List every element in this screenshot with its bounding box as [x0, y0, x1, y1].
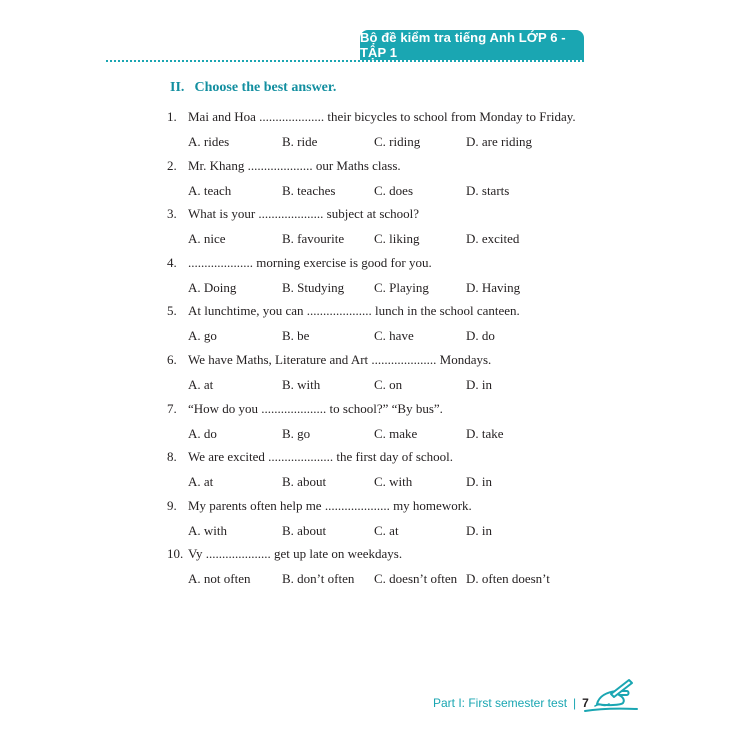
header-dotted-rule: [106, 60, 584, 62]
answer-option: B. teaches: [282, 182, 336, 198]
page-number: 7: [582, 696, 589, 710]
question-text: Mai and Hoa .................... their bicycles to school from Monday to Friday.: [188, 109, 576, 124]
answer-option: A. Doing: [188, 279, 237, 295]
question-text: What is your .................... subject at school?: [188, 206, 420, 222]
question-line: [167, 155, 577, 179]
answer-option: A. rides: [188, 134, 230, 149]
footer-separator: |: [573, 696, 577, 710]
footer: [433, 694, 589, 712]
answer-option: B. Studying: [282, 279, 345, 295]
answer-option: D. in: [466, 474, 492, 490]
answer-option: C. Playing: [374, 279, 429, 295]
answer-options: [167, 324, 577, 348]
answer-option: B. ride: [282, 134, 318, 149]
question-number: 5.: [167, 303, 177, 319]
question-item: [167, 495, 577, 544]
section-number: II.: [170, 80, 185, 95]
question-item: [167, 203, 577, 252]
answer-option: B. with: [282, 376, 321, 392]
question-text: At lunchtime, you can .................... lunch in the school canteen.: [188, 303, 520, 319]
question-text: “How do you .................... to school?” “By bus”.: [188, 400, 443, 416]
answer-options: [167, 276, 577, 300]
section-heading: Choose the best answer.: [194, 80, 337, 95]
answer-option: B. don’t often: [282, 571, 355, 587]
answer-option: A. not often: [188, 571, 251, 587]
answer-options: [167, 130, 577, 154]
answer-option: D. do: [466, 328, 495, 344]
answer-option: A. at: [188, 376, 214, 392]
answer-option: A. do: [188, 425, 217, 441]
answer-option: A. at: [188, 474, 214, 490]
question-item: [167, 446, 577, 495]
answer-option: C. have: [374, 328, 414, 344]
question-number: 2.: [167, 157, 177, 173]
answer-options: [167, 567, 577, 591]
answer-option: A. with: [188, 522, 227, 538]
question-line: [167, 203, 577, 227]
question-line: [167, 446, 577, 470]
question-item: [167, 155, 577, 204]
question-line: [167, 543, 577, 567]
answer-option: B. about: [282, 522, 327, 538]
question-text: Mr. Khang .................... our Maths class.: [188, 157, 401, 173]
header-title: Bộ đề kiểm tra tiếng Anh LỚP 6 - TẬP 1: [360, 30, 566, 60]
answer-option: D. in: [466, 522, 492, 538]
answer-option: D. often doesn’t: [466, 571, 550, 587]
answer-option: C. with: [374, 474, 413, 490]
answer-options: [167, 519, 577, 543]
answer-option: B. about: [282, 474, 327, 490]
question-line: [167, 349, 577, 373]
answer-option: B. be: [282, 328, 310, 344]
question-line: [167, 300, 577, 324]
question-number: 7.: [167, 400, 177, 416]
answer-option: D. excited: [466, 231, 520, 247]
answer-option: D. starts: [466, 182, 510, 198]
question-number: 3.: [167, 206, 177, 222]
answer-options: [167, 227, 577, 251]
question-number: 9.: [167, 497, 177, 513]
question-line: [167, 398, 577, 422]
question-item: [167, 300, 577, 349]
question-number: 4.: [167, 254, 177, 270]
answer-option: C. riding: [374, 134, 421, 149]
answer-option: C. make: [374, 425, 418, 441]
answer-option: A. go: [188, 328, 217, 344]
pen-writing-icon: [583, 678, 639, 714]
header-tab: [360, 30, 584, 60]
answer-options: [167, 373, 577, 397]
question-text: .................... morning exercise is good for you.: [188, 254, 432, 270]
section-title: [170, 80, 336, 96]
answer-option: B. go: [282, 425, 311, 441]
question-line: [167, 252, 577, 276]
answer-option: C. at: [374, 522, 399, 538]
question-line: [167, 495, 577, 519]
answer-option: D. are riding: [466, 134, 533, 149]
question-item: [167, 349, 577, 398]
question-number: 8.: [167, 449, 177, 465]
answer-option: A. teach: [188, 182, 232, 198]
question-number: 1.: [167, 109, 177, 124]
question-item: [167, 106, 577, 155]
answer-option: C. liking: [374, 231, 420, 247]
question-text: Vy .................... get up late on weekdays.: [188, 546, 403, 562]
answer-option: A. nice: [188, 231, 226, 247]
answer-option: C. doesn’t often: [374, 571, 458, 587]
question-item: [167, 252, 577, 301]
answer-option: C. on: [374, 376, 403, 392]
answer-option: D. take: [466, 425, 504, 441]
answer-option: B. favourite: [282, 231, 345, 247]
answer-option: D. Having: [466, 279, 521, 295]
answer-options: [167, 179, 577, 203]
footer-part-label: Part I: First semester test: [433, 696, 568, 710]
answer-option: D. in: [466, 376, 492, 392]
question-item: [167, 543, 577, 592]
answer-options: [167, 470, 577, 494]
answer-option: C. does: [374, 182, 413, 198]
question-number: 10.: [167, 546, 184, 562]
question-text: We are excited .................... the first day of school.: [188, 449, 454, 465]
question-text: My parents often help me .................... my homework.: [188, 497, 472, 513]
question-line: [167, 106, 577, 130]
question-number: 6.: [167, 351, 177, 367]
question-text: We have Maths, Literature and Art .................... Mondays.: [188, 351, 492, 367]
question-item: [167, 398, 577, 447]
question-list: [167, 106, 577, 592]
answer-options: [167, 422, 577, 446]
